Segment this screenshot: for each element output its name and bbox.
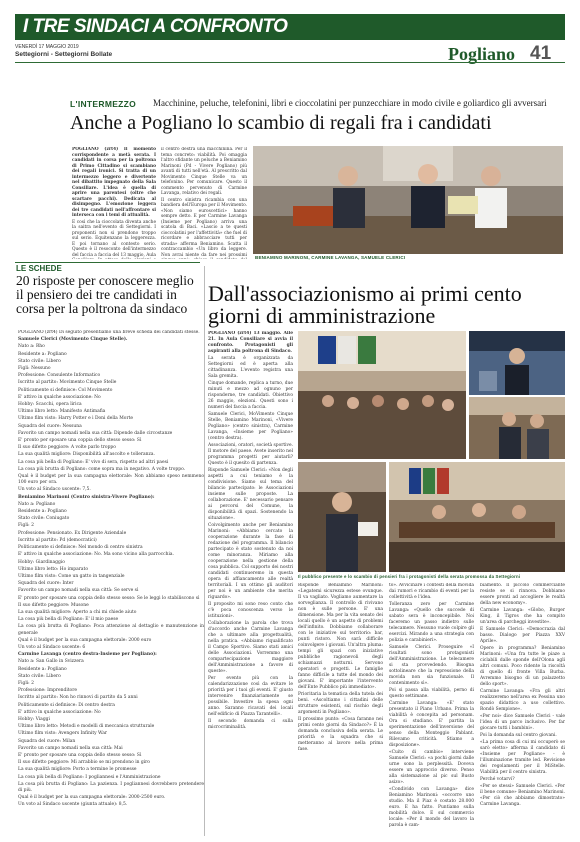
profile-line: Professione: Pensionato. Ex Dirigente Aziendale [18, 530, 127, 536]
paragraph: Opere in programma? Beniamino Marinoni: «Una fra tutte le piaze a ciclabili dalle sponde dell'Olona agli altri comuni. Poco ridente la riscoltà di quello di fronte Villa Burba. Avremmo bisogno di un palazzetto dello sport». [480, 646, 565, 687]
profile-line: Nato a: Pogliano [18, 501, 56, 507]
profile-line: Squadra del cuore: Nessuna [18, 423, 82, 429]
profile-line: Carmine Lavanga (centro destra-Insieme per Pogliano): [18, 652, 157, 658]
paragraph: «La prima cosa di cui mi occuperò se sarò eletto» afferma il candidato di «Insieme per Pogliano» - è l'illuminazione tramite led. Revisione dei regolamenti per il MiStelle. Viabilità per il centro sinistra. [480, 740, 565, 775]
profile-line: La cosa più brutta di Pogliano: come sopra ma in negativo. A volte troppo. [18, 466, 186, 472]
profile-line: Un voto al Sindaco uscente (giunta attuale): 8,5. [18, 802, 128, 808]
profile-line: Stato civile: Libero [18, 673, 61, 679]
divider [15, 262, 200, 263]
paragraph: Poi la domanda sul centro giovani. [480, 733, 557, 738]
profile-line: Residente a: Pogliano [18, 509, 67, 515]
banner-title: I TRE SINDACI A CONFRONTO [23, 16, 288, 37]
paragraph: il centro destra una macchinina. Per il tema concreto: viabilità. Poi omaggia l'altro sfidante un peluche a Beniamino Marinoni (Pd - Vivere Pogliano) più avanti di tutti nell'età. Al prescritto dal Movimento Cinque Stelle va un telefonino. Per comunicare. Questo il commento pervenuto di Carmine Lavanga, relativo dei regali. [161, 147, 247, 196]
side-headline: 20 risposte per conoscere meglio il pensiero dei tre candidati in corsa per la poltrona da sindaco [16, 273, 194, 316]
candidate-profiles [18, 330, 204, 832]
profile-line: Qual è il budget per la sua campagna elettorale: 2000 euro [18, 637, 152, 643]
article-kicker: Macchinine, peluche, telefonini, libri e cioccolatini per punzecchiare in modo civile e goliardico gli avversari [153, 98, 547, 108]
audience-photo [298, 331, 466, 459]
paragraph: Per evento più con la calendarizzazione così da evitare le priorità per i tuoi gli eventi. E' giusto intervenire finanziariamente se possibile. Investire la spesa ogni anno. Saranno ricavati dei locali nell'edificio di Piazza Tarantelli». [208, 676, 293, 717]
profile-line: Favorito un campo nomadi nella sua città: Se serve sì [18, 588, 139, 594]
paragraph: Tolleranza zero per Carmine Lavanga: «Quello che succede di sabato sera è inconcepibile. Noi faceremo un passo indietro sulle telecamere. Nessuno vuole colpire gli esercizi. Mirando a una strategia con polizia e carabinieri». [389, 602, 474, 643]
section-banner [15, 14, 565, 40]
paragraph: Associazioni, oratori, società sportive. Il motore del paese. Avete inserito nel programma progetti per aiutarli? Questo è il quesito di partenza. [208, 443, 293, 466]
paragraph: Prioritaria la tematica della tutela dei beni. «Ascoltiamo i cittadini delle strutture esistenti, sul rischio degli argomenti in Pogliano». [298, 692, 383, 715]
paragraph: «Per noi» dice Samuele Clerici - vale l'idea di un parco inclusivo. Per far giocare tutti i bambini». [480, 714, 565, 731]
profile-line: E' pronto per sposare una coppia dello stesso sesso: Sì [18, 752, 142, 758]
stage-photo [389, 462, 565, 572]
paragraph: Il proposito mi sono reso conto che c'è poca conoscenza verso le istituzioni». [208, 602, 293, 619]
article-headline-2: Dall'associazionismo ai primi cento giorni di amministrazione [208, 281, 522, 328]
article2-column-1 [208, 331, 293, 831]
profile-line: Politicamente si definisce: Di centro destra [18, 702, 115, 708]
profile-line: Squadra del cuore: Inter [18, 581, 74, 587]
profile-line: Nato a: Rho [18, 344, 45, 350]
speaker-photo-2 [469, 397, 565, 459]
profile-line: Professione: Consulente Informatico [18, 373, 101, 379]
article2-column-4 [480, 583, 565, 831]
profile-line: Stato civile: Libero [18, 358, 61, 364]
profile-line: Hobby: Giardinaggio [18, 559, 65, 565]
issue-date: VENERDÌ 17 MAGGIO 2019 [15, 44, 79, 50]
paragraph: «Condivido con Lavanga» dice Beniamino Marinoni: «occorre uno studio. Ma il Piaz è costato 28.000 euro. E ha fatto. Puntiamo sulla mobilità dolce. E sul commercio locale: «Per il mondo del lavoro la parola è cam- [389, 787, 474, 828]
column-rule [204, 266, 205, 836]
profile-line: POGLIANO (zrt4) Di seguito presentiamo una breve scheda dei candidati stesse. [18, 330, 200, 335]
paragraph: Carmine Lavanga: «Fra gli altri realizzeremo nell'area ex Pessina uno spazio didattico a uso collettivo. Rondò Sempione». [480, 689, 565, 712]
paragraph: Il secondo domanda ci sulla microcriminalità. [208, 719, 293, 730]
profile-line: E' attivo in qualche associazione: No [18, 709, 101, 715]
profile-line: Nato a: San Gallo in Svizzera [18, 659, 84, 665]
profile-line: E' pronto per sposare una coppia dello stesso sesso: Se le leggi lo stabiliscono sì [18, 595, 200, 601]
paragraph: Perché votarvi? [480, 777, 515, 782]
profile-line: Ultimo film visto: Avengers Infinity War [18, 731, 107, 737]
paragraph: Collaborazione la parola che trova d'accordo anche Carmine Lavanga che a ultimare alla progettualità, nella pratica. «Abbiamo riqualificato il Campo Sportivo. Siamo stati amici delle Associazioni. Vorremmo una compartecipazione maggiore dell'Amministrazione a favore di queste». [208, 621, 293, 674]
profile-line: Iscritto al partito: Movimento Cinque Stelle [18, 380, 117, 386]
article-tag: L'INTERMEZZO [70, 99, 137, 109]
profile-line: La cosa più bella di Pogliano: I pogliannesi e l'Amministrazione [18, 774, 161, 780]
profile-line: Un voto al Sindaco uscente: 6 [18, 644, 86, 650]
speaker-photo-1 [469, 331, 565, 395]
divider [15, 62, 565, 63]
profile-line: Iscritto al partito: Pd (democratici) [18, 537, 97, 543]
main-photo-caption: Il pubblico presente e lo scambio di pensieri fra i protagonisti della serata promossa da Settegiorni [298, 574, 521, 579]
profile-line: E' attivo in qualche associazione: No. Ma sono vicino alla parrocchia. [18, 552, 174, 558]
paragraph: «Per se stessi» Samuele Clerici. «Per il bene comune» Beniamino Marinoni. «Per ciò che abbiamo dimostrato» Carmine Lavanga. [480, 784, 565, 807]
profile-line: Ultimo libro letto: Metodi e modelli di meccanica strutturale [18, 724, 155, 730]
profile-line: Iscritto al partito: Non ho rinnovi di partito da 5 anni [18, 695, 138, 701]
profile-line: Un voto al Sindaco uscente: 7,5. [18, 487, 91, 493]
side-tag: LE SCHEDE [16, 264, 62, 273]
profile-line: La cosa più brutta di Pogliano: La pazienza. I pogliannesi dovrebbero pretendere di più. [18, 781, 204, 793]
profile-line: Hobby: Viaggi [18, 716, 50, 722]
profile-line: La cosa più bella di Pogliano: E' il mio paese [18, 617, 119, 623]
profile-line: Beniamino Marinoni (Centro sinistra-Vivere Pogliano): [18, 494, 155, 500]
profile-line: Stato civile: Coniugato [18, 516, 70, 522]
paragraph: «Cuito di cambio» interviene Samuele Clerici: «a pochi giorni dalle urne sono la perplessità. Doveva essere un approccio diverso. Penso alla sistemazione al pic sul Busto asizo». [389, 750, 474, 785]
profile-line: La sua qualità migliore: Disponibilità all'ascolto e tolleranza. [18, 452, 155, 458]
profile-line: Squadra del cuore: Milan [18, 738, 76, 744]
paragraph: Carmine Lavanga: «Globo, Burger King, il Tigros che ha compito un'area di parcheggi investite». [480, 608, 565, 625]
section-name: Pogliano [448, 44, 516, 64]
profile-line: La cosa più bella di Pogliano: E' vivo di sera, rispetto ad altri paesi [18, 459, 169, 465]
profile-line: La cosa più brutta di Pogliano: Poca attenzione al dettaglio e manutenzione in generale [18, 624, 204, 636]
profile-line: Politicamente si definisce: Nel mondo di centro sinistra [18, 545, 143, 551]
paragraph: La serata è organizzata da Settegiorni ed è aperta alla cittadinanza. L'evento registra una Sala gremita. [208, 356, 293, 379]
profile-line: Hobby: Scacchi, opera lirica [18, 402, 82, 408]
paragraph: Risponde Samuele Clerici: «Non degli aspetti a cui teniamo è la condivisione. Siamo sul tema del bilancio partecipato: le Associazioni insieme sulle proposte. La collaborazione. E' necessario pensare ai percorsi del Comune, la disponibilità di spazi. Sostenendo la situazione». [208, 468, 293, 521]
photo-caption: BENIAMINO MARINONI, CARMINE LAVANGA, SAMUELE CLERICI [255, 255, 406, 260]
profile-line: La sua qualità migliore: Porto a termine le promesse [18, 767, 137, 773]
paragraph: Poi si passa alla viabilità, perno di questo settimane. [389, 688, 474, 699]
article1-column-2 [161, 147, 247, 259]
profile-line: Figli: Nessuno [18, 366, 51, 372]
paragraph: Risponde Beniamino Marinoni: «Legatemi sicurezza estese ovunque. Il va vagliato. Vogliamo aumentare la sorveglianza. Il controllo di rivivano non è sulle persone. E' una dimensione. Ma per la vita senato dei locali quello è un aspetto di problemi dell'infinito. Dobbiamo collaborare con le iniziative sul territorio: bar, punti ristoro. Non sarà difficile coinvolgere i giovani. Un'altra pluma: tempi gli spazi con iniziative pubbliche ragionevoli degli schiamazzi notturni. Servono operatori e progetti. Le famiglie fanno difficile a tutte del mondo dei giovani. E' importante l'intervento dell'Ente Pubblico più immediato». [298, 583, 383, 690]
profile-line: Residente a: Pogliano [18, 351, 67, 357]
profile-line: Ultimo film visto: Harry Potter e i Doni della Morte [18, 416, 133, 422]
profile-line: Qual è il budget per la sua campagna elettorale: Non abbiamo speso nemmeno 100 euro per ora. [18, 474, 204, 486]
profile-line: E' pronto per sposare una coppia dello stesso sesso: Sì [18, 438, 142, 444]
profile-line: Ultimo libro letto: Manifesto Antimafia [18, 409, 106, 415]
paragraph: E così che la cioccolata diventa anche la saitra nell'evento di Settegiorni. I proponenti non si prendono troppo sul serio. Equitenzano la leggerezza. E poi tornano al contesto serio. Questo è il resoconto dell'intermezzo del faccia a faccia del 13 maggio, Aula [72, 219, 156, 258]
profile-line: Il suo difetto peggiore: Mi arrabbio se mi prendono in giro [18, 760, 150, 766]
profile-line: La sua qualità migliore: Aperto a chi mi chiede aiuto [18, 609, 137, 615]
paragraph: biamento. Il piccolo commerciante resiste se si rinnova. Dobbiamo essere pronti ad accogliere le realtà della new economy». [480, 583, 565, 606]
profile-line: Professione: Imprenditore [18, 688, 77, 694]
article-headline: Anche a Pogliano lo scambio di regali fra i candidati [70, 112, 492, 134]
speaker-photo-3 [298, 462, 386, 572]
paragraph: Samuele Clerici. Proseguire «I risultati sono protagonisti dell'Amministrazione. Le telecamere si sta provvedendo. Bisogna sottolineare che la repressione della movida non sia funzionale. Il contenimento sì». [389, 645, 474, 686]
issue-meta [15, 44, 112, 59]
page-number: 41 [530, 43, 552, 64]
article1-column-1 [72, 147, 156, 259]
profile-line: Figli: 2 [18, 680, 34, 686]
profile-line: Samuele Clerici (Movimento Cinque Stelle). [18, 337, 128, 343]
article2-column-3 [389, 583, 474, 831]
paragraph: Cinque domande, replica a turno, due minuti e mezzo ad ognuno per risponderne, tre candidati. Obiettivo 26 maggio, elezioni. Questi sono i numeri del faccia a faccia. [208, 381, 293, 410]
profile-line: Il suo difetto peggiore: Musone [18, 602, 89, 608]
paragraph: Carmine Lavanga: «E' stato presentato il Piano Urbano. Prima la viabilità è concepita ad personam. Ora si studiano. E' partita la sperimentazione dell'inversione del senso della Monteggio Pablant. Rilevamo criticità. Stiamo a disposizione». [389, 701, 474, 748]
profile-line: Ultimo film visto: Come un gatto in tangenziale [18, 573, 125, 579]
profile-line: Residente a: Pogliano [18, 666, 67, 672]
paragraph: Il prossimo punto: «Cosa faranno nei primi cento giorni da Sindaco?» È la domanda conclusiva della serata. Le priorità e la squadra che si metteranno al lavoro nella prima fase. [298, 717, 383, 752]
profile-line: Figli: 2 [18, 523, 34, 529]
paragraph: to». Avvicinare i contesti della movida dai rumori e ricambio di eventi per la collettività e l'idea. [389, 583, 474, 600]
profile-line: Qual è il budget per la sua campagna elettorale: 2000-2500 euro. [18, 795, 166, 801]
profile-line: Favorito un campo nomadi nella sua città: Dipende dalle circostanze [18, 430, 173, 436]
paragraph: POGLIANO (zrt4) Il momento corrispondente a metà serata. I candidati in corsa per la poltrona di Primo Cittadino si scambiano dei regali ironici. Si tratta di un intermezzo leggero e divertente nel dibattito impegnato della Sala Consiliare. L'idea è quella di aprire una parentesi (oltre che scartare pacchi). Dedicata al disimpegno. L'emozione leggera dei tre candidati nell'affrontare si interseca con i temi di attualità. [72, 147, 156, 218]
paragraph: E Samuele Clerici: «Democrazia dal basso. Dialogo per Piazza XXV Aprile». [480, 627, 565, 644]
profile-line: Politicamente si definisce: Col Movimento [18, 387, 113, 393]
profile-line: E' attivo in qualche associazione: No [18, 394, 101, 400]
profile-line: Il suo difetto peggiore: A volte parlo troppo [18, 445, 116, 451]
paragraph: POGLIANO (zrt4) 13 maggio. Alle 21. In Aula Consiliare si avvia il confronto. Protagonisti gli aspiranti alla poltrona di Sindaco. [208, 331, 293, 354]
article2-column-2 [298, 583, 383, 831]
publication-name: Settegiorni - Settegiorni Bollate [15, 51, 113, 58]
paragraph: Samuele Clerici, MoVimento Cinque Stelle, Beniamino Marinoni, «Vivere Pogliano» (centro sinistra), Carmine Lavanga, «Insieme per Pogliano» (centro destra). [208, 412, 293, 441]
profile-line: Ultimo libro letto: Ho imparato [18, 566, 89, 572]
paragraph: Il centro sinistra ricambia con una bandiera dell'Europa per il Movimento. «Non siamo euroscettici» hanno sempre detto. E per Carmine Lavanga (Insieme per Pogliano) arriva una scatola di Baci. «Lascio a te questi cioccolatini per l'affettività» che fuel di ricordare e abbracciare tutti per strada» afferma Beniamino. Scatta il contraccambio «Un libro da leggere. Non avrai niente da fare nei prossimi [161, 197, 247, 258]
paragraph: Coivolgimento anche per Beniamino Marinoni: «Abbiamo cercato la cooperazione durante la fase di redazione del programma. Il bilancio partecipato è stato sostenuto da noi come minoranza. Miriamo alla cooperazione nella gestione della cosa pubblica. Col supporto dei nostri candidati continueremo in questa opera di affiancamento alle realtà territoriali. I un ottimo gli auditori per noi è un ambiente che merita riguardo». [208, 523, 293, 600]
profile-line: Favorito un campo nomadi nella sua città: Mai [18, 745, 123, 751]
candidates-photo [253, 146, 563, 254]
